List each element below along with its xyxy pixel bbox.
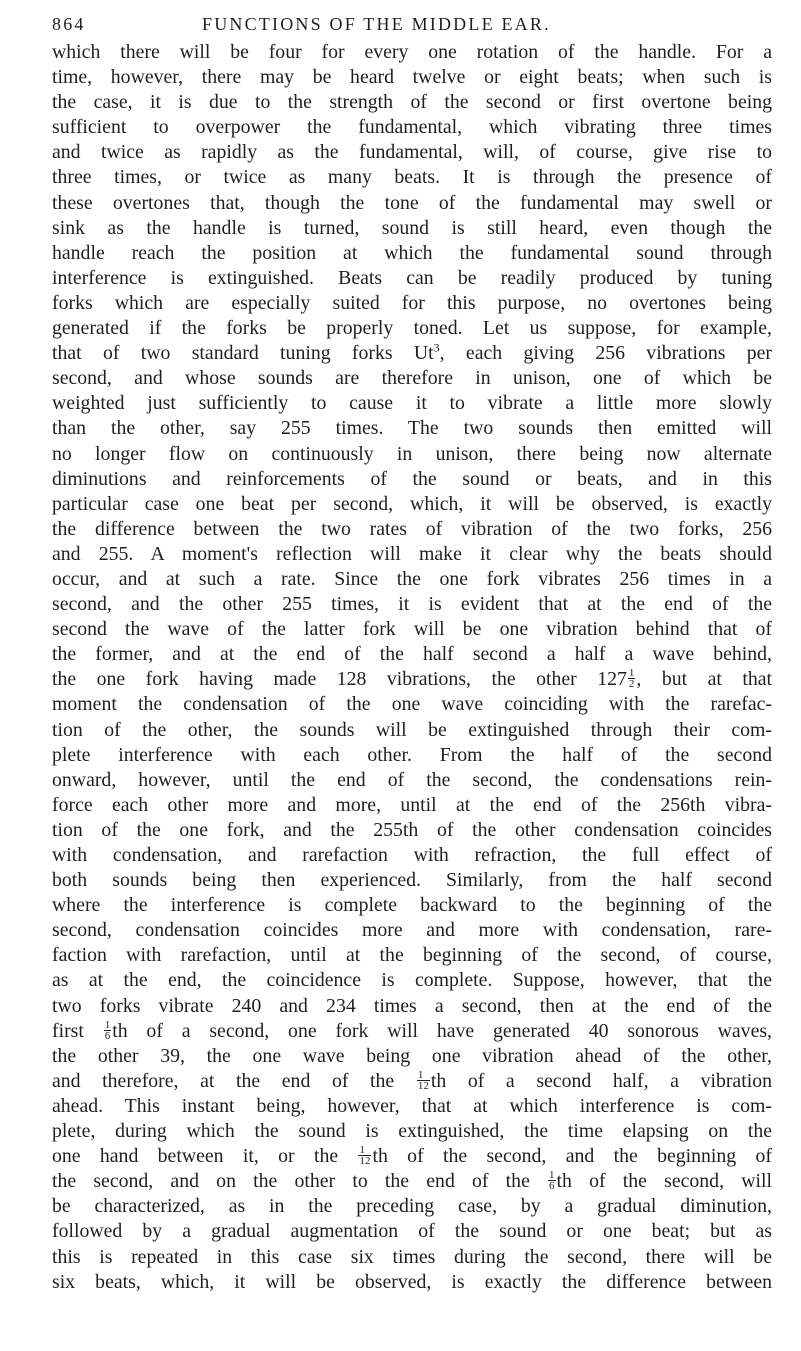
fraction-numerator: 1 (358, 1145, 371, 1156)
text-line: weighted just sufficiently to cause it to vibrate a little more slowly (52, 392, 772, 415)
text-line: moment the condensation of the one wave coinciding with the rarefac- (52, 693, 772, 716)
running-head (52, 14, 772, 40)
text-line: no longer flow on continuously in unison, there being now alternate (52, 442, 772, 465)
text-line: the case, it is due to the strength of the second or first overtone being (52, 91, 772, 114)
text-line: occur, and at such a rate. Since the one fork vibrates 256 times in a (52, 567, 772, 590)
fraction-twelfth (358, 1145, 371, 1166)
fraction-denominator: 12 (417, 1079, 429, 1092)
fraction-numerator: 1 (104, 1018, 111, 1031)
text-line: these overtones that, though the tone of the fundamental may swell or (52, 191, 772, 214)
fraction-numerator: 1 (549, 1169, 555, 1182)
text-segment: th of the second, and the beginning of (372, 1145, 772, 1168)
text-line-twelfth (52, 1069, 772, 1094)
text-line: handle reach the position at which the fundamental sound through (52, 241, 772, 264)
text-line-twelfth (52, 1144, 772, 1169)
text-segment: one hand between it, or the (52, 1145, 358, 1168)
text-line: second, condensation coincides more and more with condensation, rare- (52, 919, 772, 942)
text-line: and 255. A moment's reflection will make it clear why the beats should (52, 542, 772, 565)
text-line: both sounds being then experienced. Similarly, from the half second (52, 869, 772, 892)
text-line: interference is extinguished. Beats can be readily produced by tuning (52, 266, 772, 289)
text-line: than the other, say 255 times. The two sounds then emitted will (52, 417, 772, 440)
text-line: this is repeated in this case six times during the second, there will be (52, 1245, 772, 1268)
text-segment: and therefore, at the end of the (52, 1069, 416, 1092)
text-line: as at the end, the coincidence is complete. Suppose, however, that the (52, 969, 772, 992)
fraction-numerator: 1 (628, 667, 635, 680)
text-line: second, and whose sounds are therefore in unison, one of which be (52, 367, 772, 390)
fraction-denominator: 6 (104, 1029, 111, 1042)
text-line: and twice as rapidly as the fundamental, will, of course, give rise to (52, 141, 772, 164)
text-line: tion of the other, the sounds will be extinguished through their com- (52, 718, 772, 741)
text-line-sixth (52, 1169, 772, 1194)
fraction-denominator: 6 (549, 1180, 555, 1193)
text-line: the former, and at the end of the half second a half a wave behind, (52, 643, 772, 666)
text-segment: , each giving 256 vibrations per (439, 342, 772, 365)
text-segment: th of a second, one fork will have generated 40 sonorous waves, (112, 1019, 772, 1042)
text-line: sufficient to overpower the fundamental, which vibrating three times (52, 116, 772, 139)
fraction-sixth (104, 1020, 112, 1041)
text-segment: the one fork having made 128 vibrations, the other 127 (52, 668, 627, 691)
text-segment: , but at that (636, 668, 772, 691)
superscript: 3 (433, 340, 440, 355)
text-line: ahead. This instant being, however, that at which interference is com- (52, 1094, 772, 1117)
text-line: which there will be four for every one rotation of the handle. For a (52, 41, 772, 63)
text-line: time, however, there may be heard twelve or eight beats; when such is (52, 66, 772, 89)
fraction-half (628, 668, 636, 689)
text-line: six beats, which, it will be observed, is exactly the difference between (52, 1270, 772, 1293)
running-title: FUNCTIONS OF THE MIDDLE EAR. (202, 14, 551, 34)
fraction-denominator: 2 (628, 678, 635, 691)
text-line: plete interference with each other. From the half of the second (52, 743, 772, 766)
text-line: particular case one beat per second, which, it will be observed, is exactly (52, 492, 772, 515)
page-number: 864 (52, 14, 86, 34)
fraction-numerator: 1 (417, 1070, 430, 1081)
text-line-sixth (52, 1019, 772, 1044)
text-line: the difference between the two rates of vibration of the two forks, 256 (52, 517, 772, 540)
text-line: where the interference is complete backward to the beginning of the (52, 894, 772, 917)
text-segment: that of two standard tuning forks Ut (52, 342, 434, 365)
text-line-half (52, 667, 772, 692)
fraction-twelfth (417, 1070, 430, 1091)
text-line: be characterized, as in the preceding case, by a gradual diminution, (52, 1195, 772, 1218)
text-line: forks which are especially suited for this purpose, no overtones being (52, 291, 772, 314)
body-paragraph (52, 40, 772, 1295)
text-line-ut (52, 341, 772, 366)
text-line: sink as the handle is turned, sound is still heard, even though the (52, 216, 772, 239)
fraction-denominator: 12 (359, 1155, 371, 1168)
text-segment: first (52, 1019, 103, 1042)
text-line: the other 39, the one wave being one vibration ahead of the other, (52, 1044, 772, 1067)
text-segment: th of a second half, a vibration (430, 1069, 772, 1092)
text-line: second the wave of the latter fork will be one vibration behind that of (52, 618, 772, 641)
text-line: onward, however, until the end of the second, the condensations rein- (52, 768, 772, 791)
text-line: diminutions and reinforcements of the sound or beats, and in this (52, 467, 772, 490)
book-page (52, 14, 772, 1295)
text-line: faction with rarefaction, until at the beginning of the second, of course, (52, 944, 772, 967)
fraction-sixth (548, 1170, 556, 1191)
text-line: force each other more and more, until at the end of the 256th vibra- (52, 793, 772, 816)
text-segment: the second, and on the other to the end of the (52, 1170, 548, 1193)
text-line: three times, or twice as many beats. It is through the presence of (52, 166, 772, 189)
text-line: followed by a gradual augmentation of the sound or one beat; but as (52, 1220, 772, 1243)
text-line: generated if the forks be properly toned. Let us suppose, for example, (52, 317, 772, 340)
text-line: tion of the one fork, and the 255th of the other condensation coincides (52, 818, 772, 841)
text-line: two forks vibrate 240 and 234 times a second, then at the end of the (52, 994, 772, 1017)
text-line: with condensation, and rarefaction with refraction, the full effect of (52, 844, 772, 866)
text-line: plete, during which the sound is extinguished, the time elapsing on the (52, 1120, 772, 1143)
text-line: second, and the other 255 times, it is evident that at the end of the (52, 593, 772, 616)
text-segment: th of the second, will (556, 1170, 772, 1193)
